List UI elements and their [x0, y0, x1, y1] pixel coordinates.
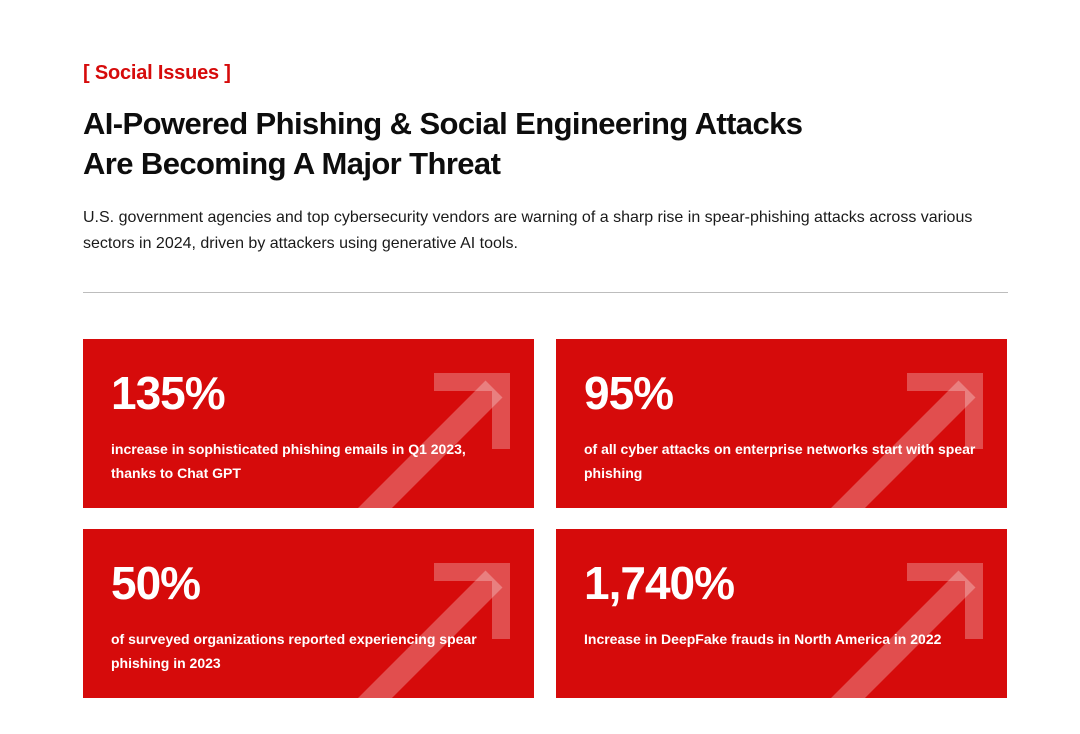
stat-value: 1,740% — [584, 557, 735, 609]
stat-value: 135% — [111, 367, 225, 419]
stat-card — [556, 339, 1007, 508]
stat-value: 95% — [584, 367, 674, 419]
page-title-line-2: Are Becoming A Major Threat — [83, 146, 501, 181]
trend-up-arrow-icon — [807, 529, 1007, 698]
section-divider — [83, 292, 1008, 293]
category-tag: [ Social Issues ] — [83, 62, 231, 84]
stat-description: of surveyed organizations reported experiencing spear phishing in 2023 — [111, 631, 477, 671]
page-title-line-1: AI-Powered Phishing & Social Engineering Attacks — [83, 106, 803, 141]
stat-card — [83, 339, 534, 508]
stat-card — [83, 529, 534, 698]
intro-paragraph: U.S. government agencies and top cybersecurity vendors are warning of a sharp rise in spear-phishing attacks across various sectors in 2024, driven by attackers using generative AI tools. — [83, 209, 973, 252]
stat-description: of all cyber attacks on enterprise networks start with spear phishing — [584, 441, 976, 481]
stat-value: 50% — [111, 557, 201, 609]
stat-description: Increase in DeepFake frauds in North America in 2022 — [584, 631, 942, 647]
stat-description: increase in sophisticated phishing emails in Q1 2023, thanks to Chat GPT — [111, 441, 466, 481]
page-title — [83, 104, 983, 184]
stat-card — [556, 529, 1007, 698]
